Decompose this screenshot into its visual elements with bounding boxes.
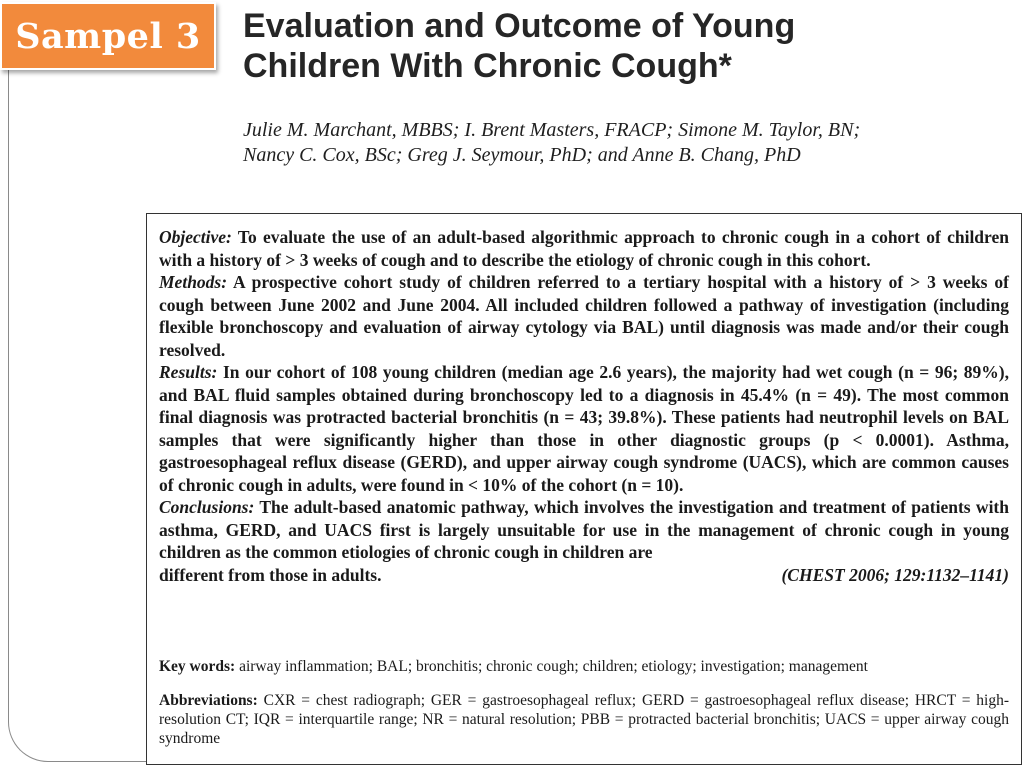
sample-badge: Sampel 3: [0, 2, 216, 70]
abbreviations-text: CXR = chest radiograph; GER = gastroesophageal reflux; GERD = gastroesophageal reflux disease; HRCT = high-resolution CT; IQR = interquartile range; NR = natural resolution; PBB = protracted bacterial bronchitis; UACS = upper airway cough syndrome: [159, 692, 1010, 747]
decorative-frame-line: [8, 60, 148, 762]
keywords: [159, 657, 1009, 676]
keywords-label: Key words:: [159, 658, 236, 675]
abstract-conclusions: [159, 496, 1009, 564]
objective-text: To evaluate the use of an adult-based algorithmic approach to chronic cough in a cohort of children with a history of > 3 weeks of cough and to describe the etiology of chronic cough in this cohort.: [159, 227, 1009, 270]
keywords-text: airway inflammation; BAL; bronchitis; chronic cough; children; etiology; investigation; management: [239, 658, 868, 675]
objective-label: Objective:: [159, 227, 232, 247]
conclusions-tail: different from those in adults.: [159, 564, 382, 585]
abbreviations: [159, 691, 1009, 748]
conclusions-text: The adult-based anatomic pathway, which involves the investigation and treatment of patients with asthma, GERD, and UACS first is largely unsuitable for use in the management of chronic cough in young children as the common etiologies of chronic cough in children are: [159, 497, 1009, 562]
conclusions-label: Conclusions:: [159, 497, 255, 517]
abstract-box: [146, 213, 1022, 765]
results-label: Results:: [159, 362, 218, 382]
journal-citation: (CHEST 2006; 129:1132–1141): [781, 564, 1009, 585]
conclusions-last-line: [159, 564, 1009, 587]
abstract-text: [159, 226, 1009, 586]
abstract-results: [159, 361, 1009, 496]
results-text: In our cohort of 108 young children (median age 2.6 years), the majority had wet cough (n = 96; 89%), and BAL fluid samples obtained during bronchoscopy led to a diagnosis in 45.4% (n = 49). The most common final diagnosis was protracted bacterial bronchitis (n = 43; 39.8%). These patients had neutrophil levels on BAL samples that were significantly higher than those in other diagnostic groups (p < 0.0001). Asthma, gastroesophageal reflux disease (GERD), and upper airway cough syndrome (UACS), which are common causes of chronic cough in adults, were found in < 10% of the cohort (n = 10).: [159, 362, 1009, 495]
paper-authors: Julie M. Marchant, MBBS; I. Brent Masters, FRACP; Simone M. Taylor, BN; Nancy C. Cox, BSc; Greg J. Seymour, PhD; and Anne B. Chang, PhD: [243, 119, 861, 166]
abbreviations-label: Abbreviations:: [159, 692, 258, 709]
abstract-objective: [159, 226, 1009, 271]
methods-label: Methods:: [159, 272, 228, 292]
paper-title: Evaluation and Outcome of Young Children With Chronic Cough*: [243, 7, 796, 85]
abstract-methods: [159, 271, 1009, 361]
methods-text: A prospective cohort study of children referred to a tertiary hospital with a history of > 3 weeks of cough between June 2002 and June 2004. All included children followed a pathway of investigation (including flexible bronchoscopy and evaluation of airway cytology via BAL) until diagnosis was made and/or their cough resolved.: [159, 272, 1009, 360]
